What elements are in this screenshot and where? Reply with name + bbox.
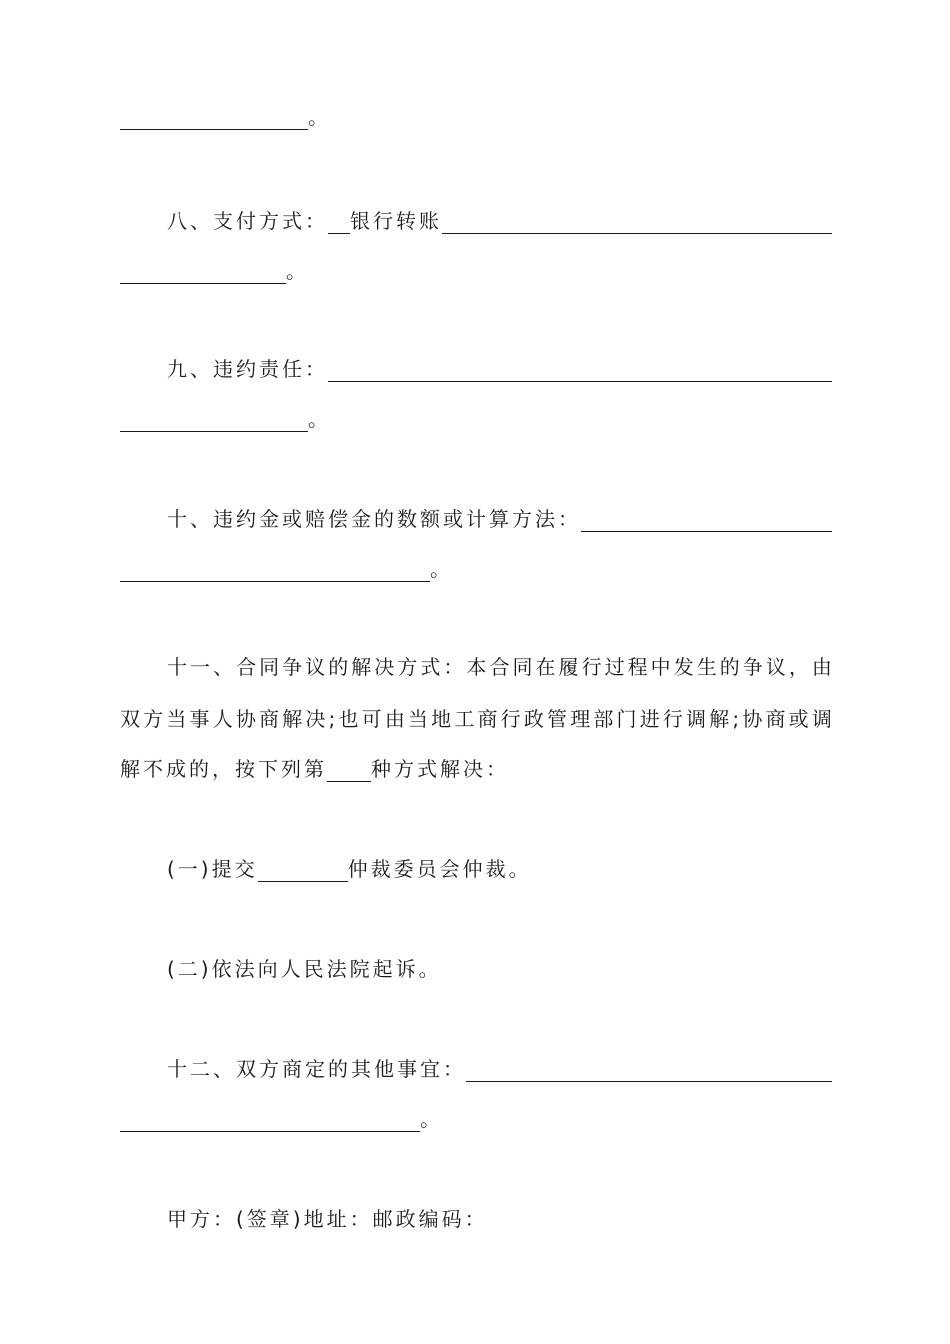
blank-field[interactable] bbox=[258, 859, 348, 882]
blank-field[interactable] bbox=[120, 107, 308, 130]
clause-9-label: 九、违约责任： bbox=[167, 357, 328, 381]
option-1-line: (一)提交 仲裁委员会仲裁。 bbox=[167, 857, 532, 881]
clause-12-line bbox=[167, 1052, 832, 1082]
clause-8-continuation: 。 bbox=[120, 254, 832, 284]
clause-11-line-1 bbox=[167, 652, 832, 682]
clause-9-continuation: 。 bbox=[120, 402, 832, 432]
party-a-line: 甲方：(签章)地址：邮政编码： bbox=[167, 1207, 488, 1231]
blank-field[interactable] bbox=[120, 559, 430, 582]
clause-11-line-3: 解不成的，按下列第 种方式解决： bbox=[120, 757, 509, 781]
blank-field[interactable] bbox=[466, 1059, 832, 1082]
continuation-line: 。 bbox=[120, 100, 832, 130]
clause-10-line bbox=[167, 502, 832, 532]
clause-8-label: 八、支付方式： bbox=[167, 209, 328, 233]
blank-field[interactable] bbox=[327, 759, 371, 782]
blank-field[interactable] bbox=[120, 409, 308, 432]
clause-12-continuation: 。 bbox=[120, 1102, 832, 1132]
blank-field[interactable] bbox=[581, 509, 832, 532]
payment-method-value[interactable]: 银行转账 bbox=[350, 209, 442, 233]
clause-11-text-1: 十 一 、 合 同 争 议 的 解 决 方 式 ： 本 合 同 在 履 行 过 程 中 发 生 的 争 议 ， 由 bbox=[167, 655, 832, 679]
option-2-line: (二)依法向人民法院起诉。 bbox=[167, 957, 442, 981]
blank-field[interactable] bbox=[328, 359, 832, 382]
clause-12-label: 十二、双方商定的其他事宜： bbox=[167, 1057, 466, 1081]
clause-8-line bbox=[167, 204, 832, 234]
clause-11-line-2 bbox=[120, 704, 832, 734]
blank-field[interactable] bbox=[120, 1109, 420, 1132]
clause-9-line bbox=[167, 352, 832, 382]
blank-field[interactable] bbox=[442, 211, 832, 234]
blank-field[interactable] bbox=[120, 261, 286, 284]
clause-11-text-2: 双 方 当 事 人 协 商 解 决 ; 也 可 由 当 地 工 商 行 政 管 理 部 门 进 行 调 解 ; 协 商 或 调 bbox=[120, 707, 832, 731]
clause-10-label: 十、违约金或赔偿金的数额或计算方法： bbox=[167, 507, 581, 531]
clause-10-continuation: 。 bbox=[120, 552, 832, 582]
